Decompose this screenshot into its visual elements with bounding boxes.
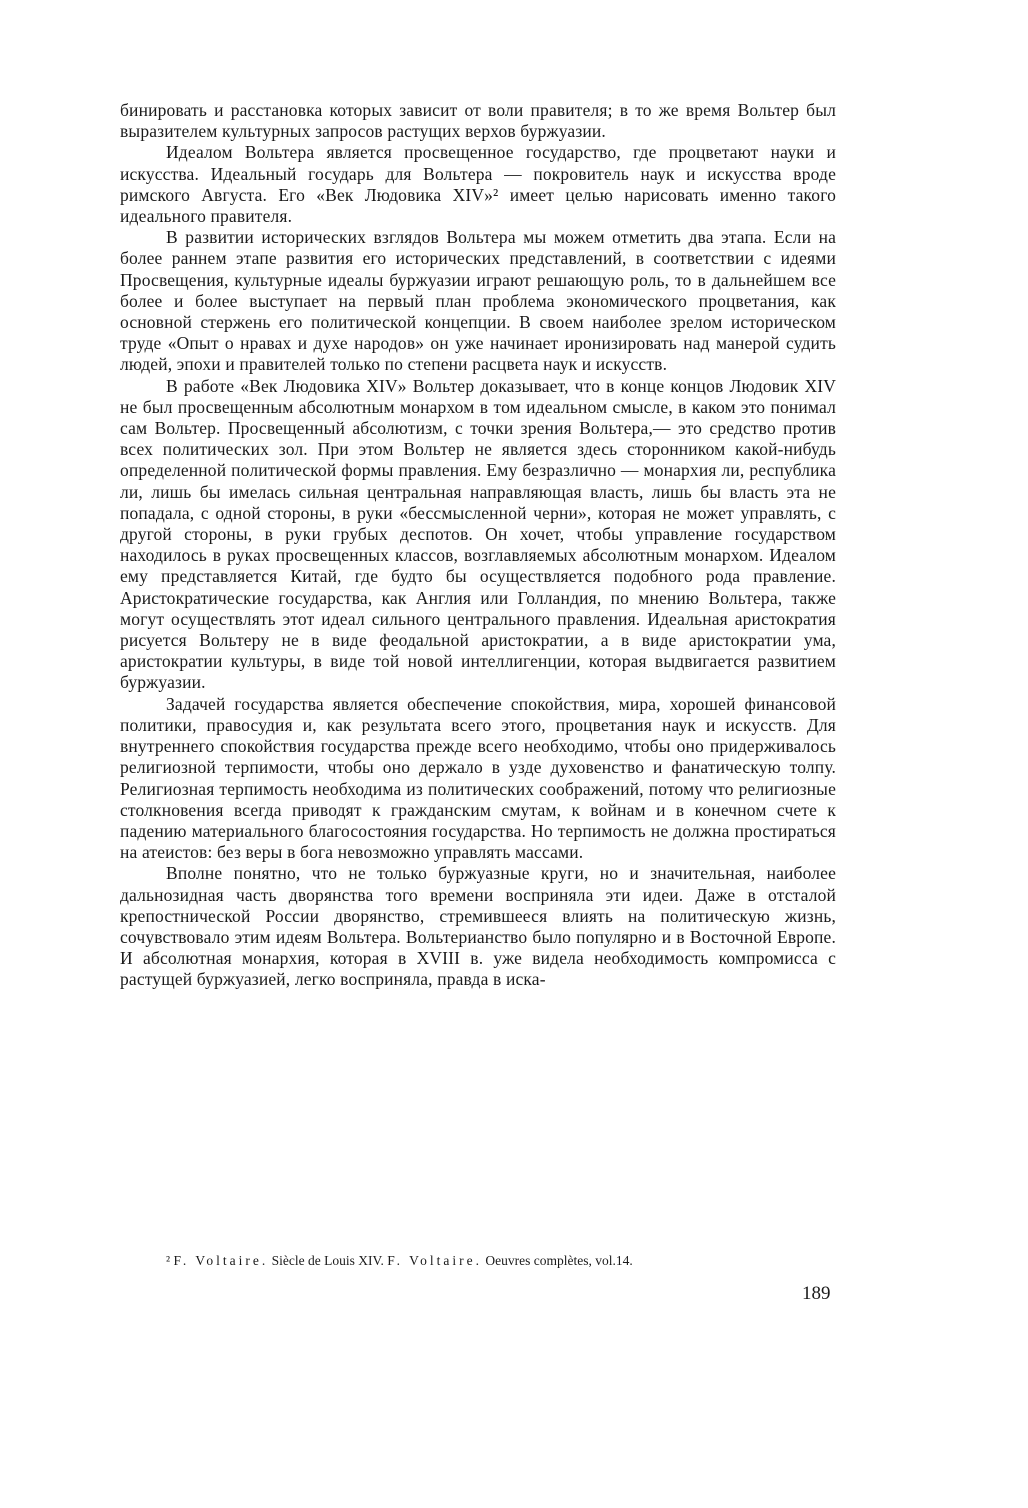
footnote-author-2: F. Voltaire. bbox=[387, 1253, 483, 1268]
body-text bbox=[120, 100, 836, 991]
paragraph-1: бинировать и расстановка которых зависит от воли правителя; в то же время Вольтер был выразителем культурных запросов растущих верхов буржуазии. bbox=[120, 100, 836, 142]
paragraph-2: Идеалом Вольтера является просвещенное государство, где процветают науки и искусства. Идеальный государь для Вольтера — покровитель наук и искусства вроде римского Августа. Его «Век Людовика XIV»² имеет целью нарисовать именно такого идеального правителя. bbox=[120, 142, 836, 227]
paragraph-4: В работе «Век Людовика XIV» Вольтер доказывает, что в конце концов Людовик XIV не был просвещенным абсолютным монархом в том идеальном смысле, в каком это понимал сам Вольтер. Просвещенный абсолютизм, с точки зрения Вольтера,— это средство против всех политических зол. При этом Вольтер не является здесь сторонником какой-нибудь определенной политической формы правления. Ему безразлично — монархия ли, республика ли, лишь бы имелась сильная центральная направляющая власть, лишь бы власть эта не попадала, с одной стороны, в руки «бессмысленной черни», которая не может управлять, с другой стороны, в руки грубых деспотов. Он хочет, чтобы управление государством находилось в руках просвещенных классов, возглавляемых абсолютным монархом. Идеалом ему представляется Китай, где будто бы осуществляется подобного рода правление. Аристократические государства, как Англия или Голландия, по мнению Вольтера, также могут осуществлять этот идеал сильного центрального правления. Идеальная аристократия рисуется Вольтеру не в виде феодальной аристократии, а в виде аристократии ума, аристократии культуры, в виде той новой интеллигенции, которая выдвигается развитием буржуазии. bbox=[120, 375, 836, 693]
paragraph-3: В развитии исторических взглядов Вольтера мы можем отметить два этапа. Если на более раннем этапе развития его исторических представлений, в соответствии с идеями Просвещения, культурные идеалы буржуазии играют решающую роль, то в дальнейшем все более и более выступает на первый план проблема экономического процветания, как основной стержень его политической концепции. В своем наиболее зрелом историческом труде «Опыт о нравах и духе народов» он уже начинает иронизировать над манерой судить людей, эпохи и правителей только по степени расцвета наук и искусств. bbox=[120, 227, 836, 375]
footnote-title-1: Siècle de Louis XIV. bbox=[271, 1253, 384, 1268]
footnote-author-1: F. Voltaire. bbox=[173, 1253, 269, 1268]
footnote-marker: ² bbox=[166, 1253, 171, 1268]
paragraph-5: Задачей государства является обеспечение спокойствия, мира, хорошей финансовой политики, правосудия и, как результата всего этого, процветания наук и искусств. Для внутреннего спокойствия государства прежде всего необходимо, чтобы оно придерживалось религиозной терпимости, чтобы оно держало в узде духовенство и фанатическую толпу. Религиозная терпимость необходима из политических соображений, потому что религиозные столкновения всегда приводят к гражданским смутам, к войнам и в конечном счете к падению материального благосостояния государства. Но терпимость не должна простираться на атеистов: без веры в бога невозможно управлять массами. bbox=[120, 693, 836, 863]
paragraph-6: Вполне понятно, что не только буржуазные круги, но и значительная, наиболее дальнозидная часть дворянства того времени восприняла эти идеи. Даже в отсталой крепостнической России дворянство, стремившееся влиять на политическую жизнь, сочувствовало этим идеям Вольтера. Вольтерианство было популярно и в Восточной Европе. И абсолютная монархия, которая в XVIII в. уже видела необходимость компромисса с растущей буржуазией, легко восприняла, правда в иска- bbox=[120, 863, 836, 990]
footnote bbox=[166, 1252, 846, 1270]
footnote-title-2: Oeuvres complètes, vol.14. bbox=[485, 1253, 633, 1268]
page-number: 189 bbox=[802, 1283, 831, 1304]
